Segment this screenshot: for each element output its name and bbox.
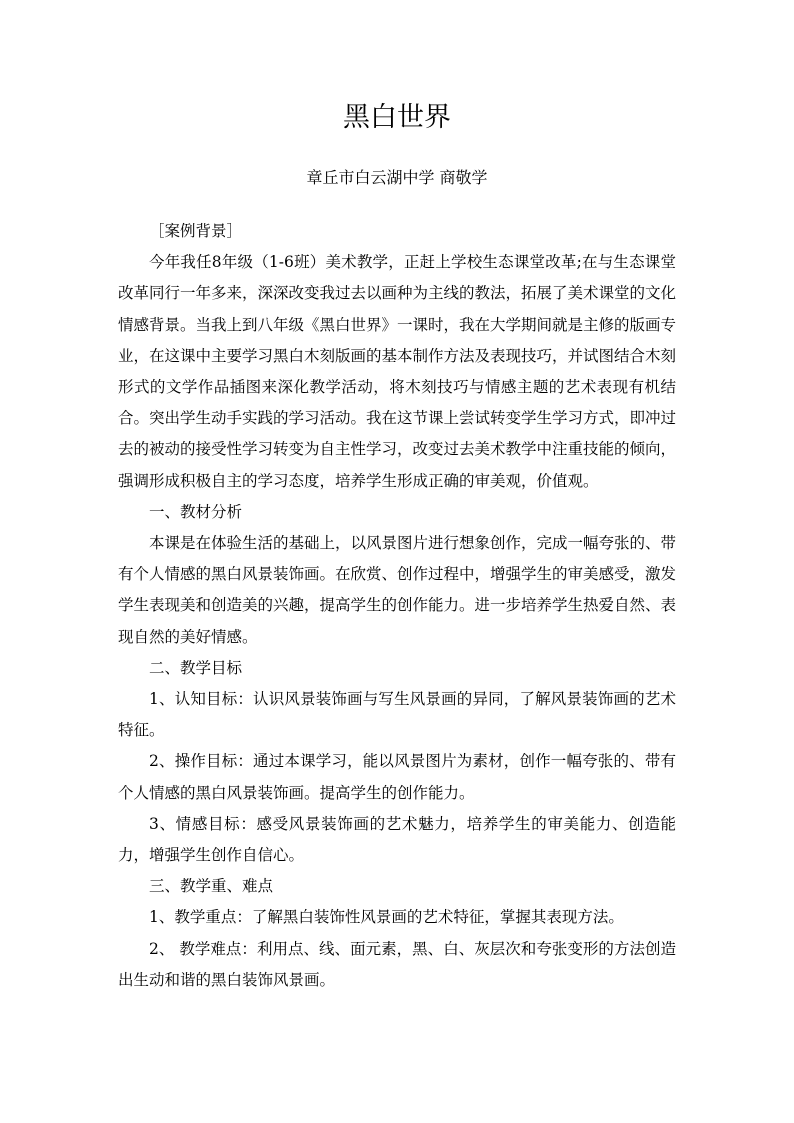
paragraph-cognitive-goal: 1、认知目标：认识风景装饰画与写生风景画的异同，了解风景装饰画的艺术特征。 xyxy=(118,690,676,740)
document-body xyxy=(118,216,676,996)
section-heading-teaching-goals: 二、教学目标 xyxy=(149,658,243,677)
author-line: 章丘市白云湖中学 商敬学 xyxy=(306,168,488,187)
section-heading-material-analysis: 一、教材分析 xyxy=(149,502,243,521)
paragraph-emotional-goal: 3、情感目标：感受风景装饰画的艺术魅力，培养学生的审美能力、创造能力，增强学生创作自信心。 xyxy=(118,814,676,865)
page-title: 黑白世界 xyxy=(343,102,451,133)
paragraph-material-analysis: 本课是在体验生活的基础上，以风景图片进行想象创作，完成一幅夸张的、带有个人情感的黑白风景装饰画。在欣赏、创作过程中，增强学生的审美感受，激发学生表现美和创造美的兴趣，提高学生的创作能力。进一步培养学生热爱自然、表现自然的美好情感。 xyxy=(118,534,677,646)
paragraph-background: 今年我任8年级（1-6班）美术教学，正赶上学校生态课堂改革;在与生态课堂改革同行一年多来，深深改变我过去以画种为主线的教法，拓展了美术课堂的文化情感背景。当我上到八年级《黑白世界》一课时，我在大学期间就是主修的版画专业，在这课中主要学习黑白木刻版画的基本制作方法及表现技巧，并试图结合木刻形式的文学作品插图来深化教学活动，将木刻技巧与情感主题的艺术表现有机结合。突出学生动手实践的学习活动。我在这节课上尝试转变学生学习方式，即冲过去的被动的接受性学习转变为自主性学习，改变过去美术教学中注重技能的倾向，强调形成积极自主的学习态度，培养学生形成正确的审美观，价值观。 xyxy=(118,253,677,490)
paragraph-difficult-point: 2、 教学难点：利用点、线、面元素，黑、白、灰层次和夸张变形的方法创造出生动和谐的黑白装饰风景画。 xyxy=(118,939,676,989)
section-heading-background: ［案例背景］ xyxy=(149,222,243,240)
paragraph-operation-goal: 2、操作目标：通过本课学习，能以风景图片为素材，创作一幅夸张的、带有个人情感的黑白风景装饰画。提高学生的创作能力。 xyxy=(118,752,676,802)
section-heading-key-points: 三、教学重、难点 xyxy=(149,877,274,896)
paragraph-key-point: 1、教学重点：了解黑白装饰性风景画的艺术特征，掌握其表现方法。 xyxy=(149,908,624,927)
